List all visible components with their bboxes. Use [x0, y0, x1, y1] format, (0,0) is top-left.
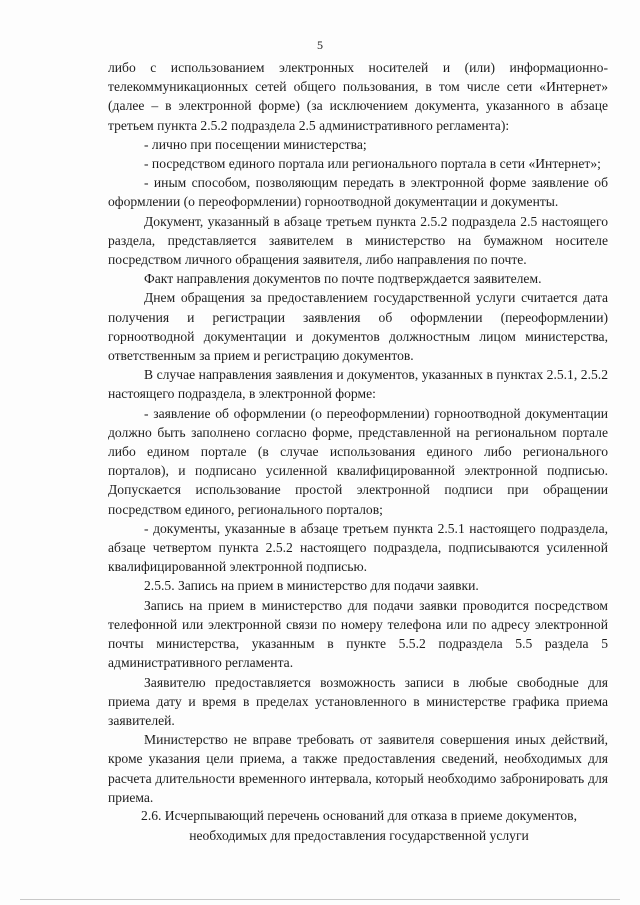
paragraph: 2.5.5. Запись на прием в министерство для подачи заявки. — [144, 578, 479, 594]
paragraph: - иным способом, позволяющим передать в электронной форме заявление об оформлении (о переоформлении) горноотводной документации и документы. — [108, 175, 608, 210]
paragraph: Факт направления документов по почте подтверждается заявителем. — [144, 271, 542, 287]
paragraph: Министерство не вправе требовать от заявителя совершения иных действий, кроме указания цели приема, а также предоставления сведений, необходимых для расчета длительности временного интервала, который необходимо забронировать для приема. — [108, 732, 608, 805]
section-heading-line: необходимых для предоставления государственной услуги — [189, 828, 529, 843]
document-body — [108, 58, 608, 807]
paragraph: - заявление об оформлении (о переоформлении) горноотводной документации должно быть заполнено согласно форме, представленной на региональном портале либо едином портале (в случае использования единого либо регионального порталов), и подписано усиленной квалифицированной электронной подписью. Допускается использование простой электронной подписи при обращении посредством единого, регионального порталов; — [108, 405, 608, 517]
paragraph: - лично при посещении министерства; — [144, 136, 367, 152]
paragraph: Заявителю предоставляется возможность записи в любые свободные для приема дату и время в пределах установленного в министерстве графика приема заявителей. — [108, 674, 608, 728]
paragraph: В случае направления заявления и документов, указанных в пунктах 2.5.1, 2.5.2 настоящего подраздела, в электронной форме: — [108, 367, 608, 402]
paragraph: Днем обращения за предоставлением государственной услуги считается дата получения и регистрации заявления об оформлении (переоформлении) горноотводной документации и документов должностным лицом министерства, ответственным за прием и регистрацию документов. — [108, 290, 608, 364]
paragraph: Документ, указанный в абзаце третьем пункта 2.5.2 подраздела 2.5 настоящего раздела, представляется заявителем в министерство на бумажном носителе посредством личного обращения заявителя, либо направления по почте. — [108, 213, 608, 268]
paragraph: - документы, указанные в абзаце третьем пункта 2.5.1 настоящего подраздела, абзаце четвертом пункта 2.5.2 настоящего подраздела, подписываются усиленной квалифицированной электронной подписью. — [108, 520, 608, 575]
section-heading-line: 2.6. Исчерпывающий перечень оснований для отказа в приеме документов, — [141, 808, 577, 823]
page-number: 5 — [317, 38, 323, 52]
paragraph: либо с использованием электронных носителей и (или) информационно-телекоммуникационных сетей общего пользования, в том числе сети «Интернет» (далее – в электронной форме) (за исключением документа, указанного в абзаце третьем пункта 2.5.2 подраздела 2.5 административного регламента): — [108, 60, 608, 133]
paragraph: - посредством единого портала или регионального портала в сети «Интернет»; — [144, 156, 601, 172]
paragraph: Запись на прием в министерство для подачи заявки проводится посредством телефонной или электронной связи по номеру телефона или по адресу электронной почты министерства, указанным в пункте 5.5.2 подраздела 5.5 раздела 5 административного регламента. — [108, 597, 608, 671]
section-heading — [98, 806, 620, 846]
scan-edge-line — [20, 899, 620, 900]
